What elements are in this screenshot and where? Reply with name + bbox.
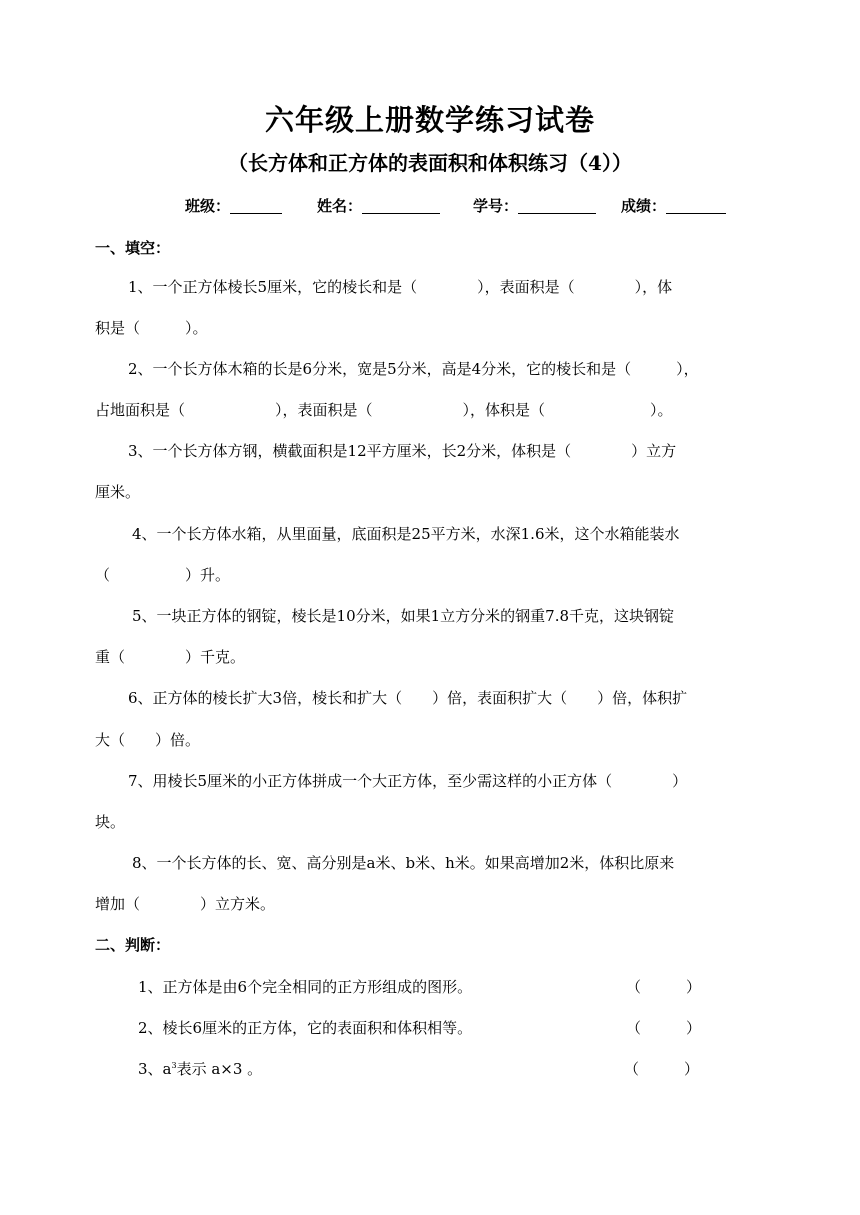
question-5-line-2: 重（ ）千克。	[95, 648, 246, 666]
question-2-line-2: 占地面积是（ ），表面积是（ ），体积是（ ）。	[95, 401, 673, 419]
question-7-line-2: 块。	[95, 813, 126, 831]
question-6-line-1: 6、正方体的棱长扩大3倍，棱长和扩大（ ）倍，表面积扩大（ ）倍，体积扩	[128, 689, 688, 707]
score-blank	[666, 199, 726, 214]
judge-1-answer-paren: （ ）	[626, 978, 702, 996]
judge-3-answer-paren: （ ）	[624, 1060, 700, 1078]
question-8-line-2: 增加（ ）立方米。	[95, 895, 276, 913]
question-1-line-2: 积是（ ）。	[95, 319, 208, 337]
question-2-line-1: 2、一个长方体木箱的长是6分米，宽是5分米，高是4分米，它的棱长和是（ ），	[128, 360, 699, 378]
question-4-line-1: 4、一个长方体水箱，从里面量，底面积是25平方米，水深1.6米，这个水箱能装水	[132, 525, 680, 543]
judge-3-text	[138, 1058, 262, 1079]
judge-3-text-b: 表示 a×3 。	[176, 1060, 263, 1078]
question-5-line-1: 5、一块正方体的钢锭，棱长是10分米，如果1立方分米的钢重7.8千克，这块钢锭	[132, 607, 675, 625]
class-label: 班级：	[185, 197, 231, 215]
question-6-line-2: 大（ ）倍。	[95, 731, 201, 749]
score-label: 成绩：	[621, 197, 667, 215]
student-id-label: 学号：	[473, 197, 519, 215]
name-blank	[362, 199, 440, 214]
section-heading-fill-in: 一、填空：	[95, 239, 171, 257]
score-field	[621, 195, 726, 216]
class-field	[185, 195, 282, 216]
class-blank	[230, 199, 282, 214]
question-8-line-1: 8、一个长方体的长、宽、高分别是a米、b米、h米。如果高增加2米，体积比原来	[132, 854, 675, 872]
name-label: 姓名：	[317, 197, 363, 215]
page-subtitle: （长方体和正方体的表面积和体积练习（4））	[228, 151, 632, 175]
student-id-field	[473, 195, 596, 216]
student-id-blank	[518, 199, 596, 214]
name-field	[317, 195, 440, 216]
section-heading-true-false: 二、判断：	[95, 936, 171, 954]
page-title: 六年级上册数学练习试卷	[264, 103, 595, 137]
judge-1-text: 1、正方体是由6个完全相同的正方形组成的图形。	[138, 978, 473, 996]
question-3-line-1: 3、一个长方体方钢，横截面积是12平方厘米，长2分米，体积是（ ）立方	[128, 442, 677, 460]
question-3-line-2: 厘米。	[95, 483, 141, 501]
question-1-line-1: 1、一个正方体棱长5厘米，它的棱长和是（ ），表面积是（ ），体	[128, 278, 673, 296]
judge-2-answer-paren: （ ）	[626, 1019, 702, 1037]
question-7-line-1: 7、用棱长5厘米的小正方体拼成一个大正方体，至少需这样的小正方体（ ）	[128, 772, 688, 790]
question-4-line-2: （ ）升。	[95, 566, 231, 584]
judge-3-exponent: 3	[171, 1061, 177, 1070]
judge-2-text: 2、棱长6厘米的正方体，它的表面积和体积相等。	[138, 1019, 473, 1037]
judge-3-text-a: 3、a	[138, 1060, 172, 1078]
